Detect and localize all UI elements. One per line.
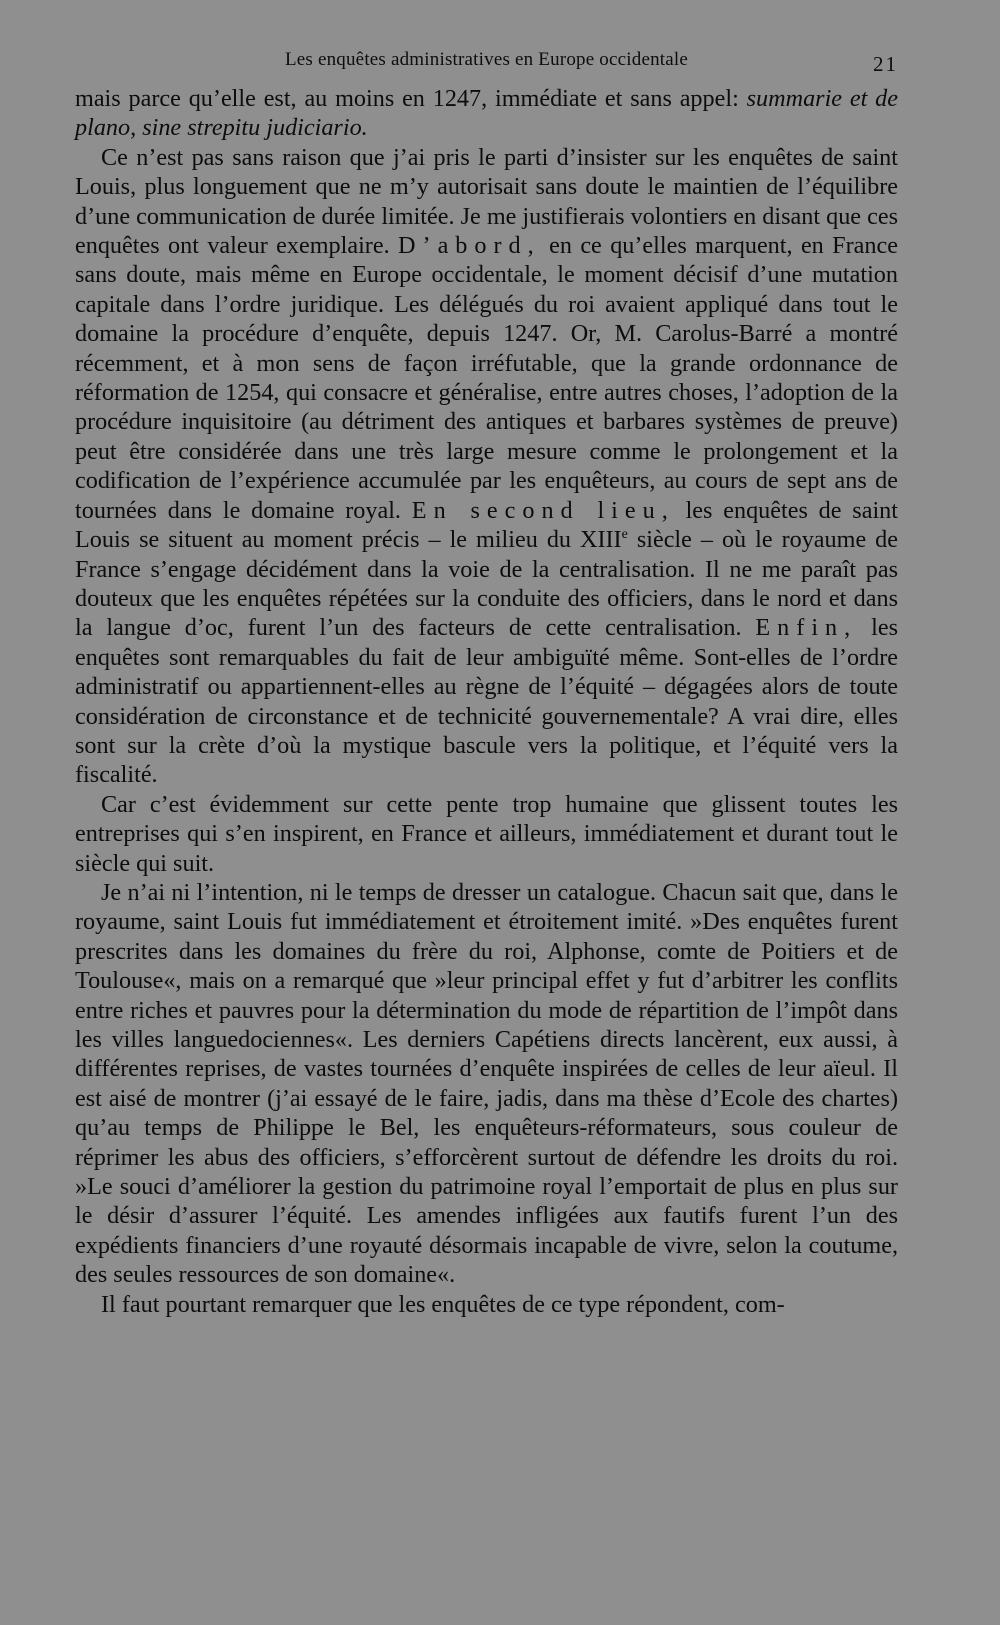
paragraph-3: Car c’est évidemment sur cette pente trop humaine que glissent toutes les entreprises qui s’en inspirent, en France et ailleurs, immédiatement et durant tout le siècle qui suit. — [75, 790, 898, 877]
text-run: siècle – où le royaume de France s’engage décidément dans la voie de la centralisation. Il ne me paraît pas douteux que les enquêtes répétées sur la conduite des officiers, dans le nord et dans la langue d’oc, furent l’un des facteurs de cette centralisation. — [75, 526, 899, 642]
superscript: e — [621, 527, 628, 543]
running-title: Les enquêtes administratives en Europe occidentale — [284, 49, 689, 70]
text-run: mais parce qu’elle est, au moins en 1247, immédiate et sans appel: — [75, 85, 747, 112]
latin-phrase: summarie et de plano, sine strepitu judiciario. — [75, 85, 898, 142]
body-text — [75, 84, 898, 1319]
text-run: les enquêtes sont remarquables du fait de leur ambiguïté même. Sont-elles de l’ordre administratif ou appartiennent-elles au règne de l’équité – dégagées alors de toute considération de circonstance et de technicité gouvernementale? A vrai dire, elles sont sur la crète d’où la mystique bascule vers la politique, et l’équité vers la fiscalité. — [75, 614, 898, 789]
running-head — [75, 44, 898, 84]
text-run: les enquêtes de saint Louis se situent au moment précis – le milieu du XIII — [75, 496, 898, 554]
text-run: Ce n’est pas sans raison que j’ai pris le parti d’insister sur les enquêtes de saint Louis, plus longuement que ne m’y autorisait sans doute le maintien de l’équilibre d’une communication de durée limitée. Je me justifierais volontiers en disant que ces enquêtes ont valeur exemplaire. — [75, 143, 898, 260]
spaced-emphasis-enfin: Enfin, — [755, 614, 858, 642]
page-number: 21 — [873, 52, 898, 76]
paragraph-2 — [75, 143, 898, 790]
spaced-emphasis-dabord: D’abord, — [398, 232, 541, 260]
paragraph-4: Je n’ai ni l’intention, ni le temps de dresser un catalogue. Chacun sait que, dans le royaume, saint Louis fut immédiatement et étroitement imité. »Des enquêtes furent prescrites dans les domaines du frère du roi, Alphonse, comte de Poitiers et de Toulouse«, mais on a remarqué que »leur principal effet y fut d’arbitrer les conflits entre riches et pauvres pour la détermination du mode de répartition de l’impôt dans les villes languedociennes«. Les derniers Capétiens directs lancèrent, eux aussi, à différentes reprises, de vastes tournées d’enquête inspirées de celles de leur aïeul. Il est aisé de montrer (j’ai essayé de le faire, jadis, dans ma thèse d’Ecole des chartes) qu’au temps de Philippe le Bel, les enquêteurs-réformateurs, sous couleur de réprimer les abus des officiers, s’efforcèrent surtout de défendre les droits du roi. »Le souci d’améliorer la gestion du patrimoine royal l’emportait de plus en plus sur le désir d’assurer l’équité. Les amendes infligées aux fautifs furent l’un des expédients financiers d’une royauté désormais incapable de vivre, selon la coutume, des seules ressources de son domaine«. — [75, 878, 898, 1289]
paragraph-5: Il faut pourtant remarquer que les enquêtes de ce type répondent, com- — [101, 1290, 785, 1318]
spaced-emphasis-en-second-lieu: En second lieu, — [411, 496, 675, 524]
text-run: en ce qu’elles marquent, en France sans doute, mais même en Europe occidentale, le moment décisif d’une mutation capitale dans l’ordre juridique. Les délégués du roi avaient appliqué dans tout le domaine la procédure d’enquête, depuis 1247. Or, M. Carolus-Barré a montré récemment, et à mon sens de façon irréfutable, que la grande ordonnance de réformation de 1254, qui consacre et généralise, entre autres choses, l’adoption de la procédure inquisitoire (au détriment des antiques et barbares systèmes de preuve) peut être considérée dans une très large mesure comme le prolongement et la codification de l’expérience accumulée par les enquêteurs, au cours de sept ans de tournées dans le domaine royal. — [75, 232, 898, 524]
book-page — [75, 44, 898, 1319]
paragraph-1 — [75, 84, 898, 143]
